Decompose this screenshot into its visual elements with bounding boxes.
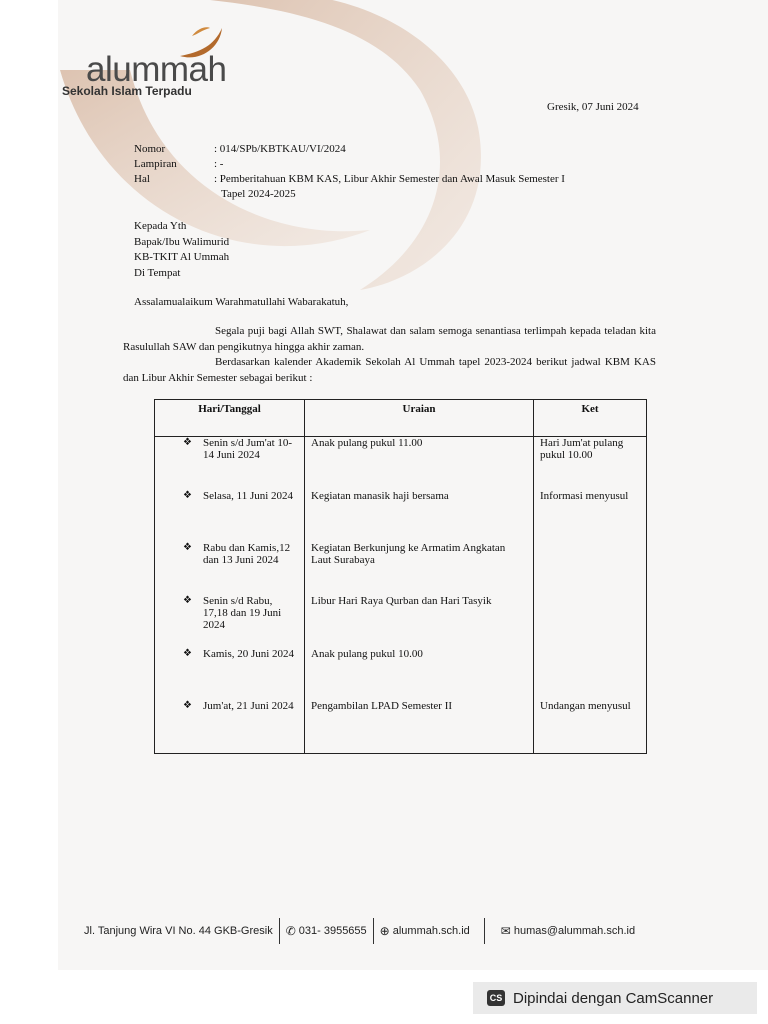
footer-divider (373, 918, 374, 944)
cell-date (155, 595, 305, 648)
brand-logo-text: alummah (86, 50, 227, 89)
recipient-line: KB-TKIT Al Ummah (134, 251, 230, 263)
nomor-label: Nomor (134, 143, 166, 155)
hal-label: Hal (134, 173, 150, 185)
cell-description: Anak pulang pukul 11.00 (305, 437, 534, 490)
place-date: Gresik, 07 Juni 2024 (547, 101, 639, 113)
hal-value-line1: : Pemberitahuan KBM KAS, Libur Akhir Semester dan Awal Masuk Semester I (214, 173, 565, 185)
footer-divider (484, 918, 485, 944)
table-row (155, 542, 647, 595)
cell-date (155, 542, 305, 595)
schedule-table (154, 399, 647, 754)
date-text: Senin s/d Rabu, 17,18 dan 19 Juni 2024 (203, 594, 282, 631)
bullet-diamond-icon: ❖ (183, 594, 192, 606)
bullet-diamond-icon: ❖ (183, 647, 192, 659)
bullet-diamond-icon: ❖ (183, 542, 192, 554)
cell-note: Undangan menyusul (534, 700, 647, 753)
date-text: Senin s/d Jum'at 10-14 Juni 2024 (203, 437, 293, 461)
cell-note (534, 595, 647, 648)
table-row (155, 437, 647, 490)
bullet-diamond-icon: ❖ (183, 700, 192, 712)
date-text: Kamis, 20 Juni 2024 (203, 647, 295, 660)
table-row (155, 595, 647, 648)
greeting: Assalamualaikum Warahmatullahi Wabarakatuh, (134, 296, 349, 308)
footer-phone: 031- 3955655 (298, 925, 367, 937)
cell-date (155, 490, 305, 543)
footer-email: humas@alummah.sch.id (513, 925, 636, 937)
date-text: Jum'at, 21 Juni 2024 (203, 700, 294, 713)
footer-website: alummah.sch.id (392, 925, 470, 937)
cell-note: Hari Jum'at pulang pukul 10.00 (534, 437, 647, 490)
letter-footer (84, 918, 694, 944)
date-text: Rabu dan Kamis,12 dan 13 Juni 2024 (203, 542, 291, 567)
nomor-value: : 014/SPb/KBTKAU/VI/2024 (214, 143, 346, 155)
cell-date (155, 437, 305, 490)
recipient-line: Di Tempat (134, 266, 181, 279)
bullet-diamond-icon: ❖ (183, 437, 192, 448)
recipient-block (134, 219, 229, 281)
camscanner-icon: CS (487, 990, 505, 1006)
cell-description: Kegiatan manasik haji bersama (305, 490, 534, 543)
recipient-line: Bapak/Ibu Walimurid (134, 235, 230, 248)
cell-date (155, 648, 305, 701)
paragraph-1: Segala puji bagi Allah SWT, Shalawat dan salam semoga senantiasa terlimpah kepada teladan kita Rasulullah SAW dan pengikutnya hingga akhir zaman. (123, 325, 656, 353)
cell-date (155, 700, 305, 753)
cell-note (534, 542, 647, 595)
table-row (155, 490, 647, 543)
cell-note (534, 648, 647, 701)
table-row (155, 648, 647, 701)
recipient-line: Kepada Yth (134, 220, 187, 232)
mail-icon: ✉ (500, 924, 511, 938)
header-uraian: Uraian (305, 400, 534, 437)
footer-address: Jl. Tanjung Wira VI No. 44 GKB-Gresik (84, 925, 273, 937)
cell-description: Libur Hari Raya Qurban dan Hari Tasyik (305, 595, 534, 648)
bullet-diamond-icon: ❖ (183, 489, 192, 501)
camscanner-label: Dipindai dengan CamScanner (513, 989, 714, 1007)
table-row (155, 700, 647, 753)
letter-meta (134, 142, 565, 202)
cell-description: Kegiatan Berkunjung ke Armatim Angkatan Laut Surabaya (305, 542, 534, 595)
footer-divider (279, 918, 280, 944)
brand-tagline: Sekolah Islam Terpadu (62, 84, 192, 98)
date-text: Selasa, 11 Juni 2024 (203, 489, 294, 502)
cell-description: Anak pulang pukul 10.00 (305, 648, 534, 701)
camscanner-badge (473, 982, 757, 1014)
hal-value-line2: Tapel 2024-2025 (221, 188, 296, 200)
lampiran-label: Lampiran (134, 158, 177, 170)
cell-description: Pengambilan LPAD Semester II (305, 700, 534, 753)
header-hari-tanggal: Hari/Tanggal (155, 400, 305, 437)
header-ket: Ket (534, 400, 647, 437)
globe-icon: ⊕ (379, 924, 390, 938)
cell-note: Informasi menyusul (534, 490, 647, 543)
lampiran-value: : - (214, 158, 224, 170)
phone-icon: ✆ (285, 924, 296, 938)
paragraph-2: Berdasarkan kalender Akademik Sekolah Al Ummah tapel 2023-2024 berikut jadwal KBM KAS dan Libur Akhir Semester sebagai berikut : (123, 356, 656, 384)
